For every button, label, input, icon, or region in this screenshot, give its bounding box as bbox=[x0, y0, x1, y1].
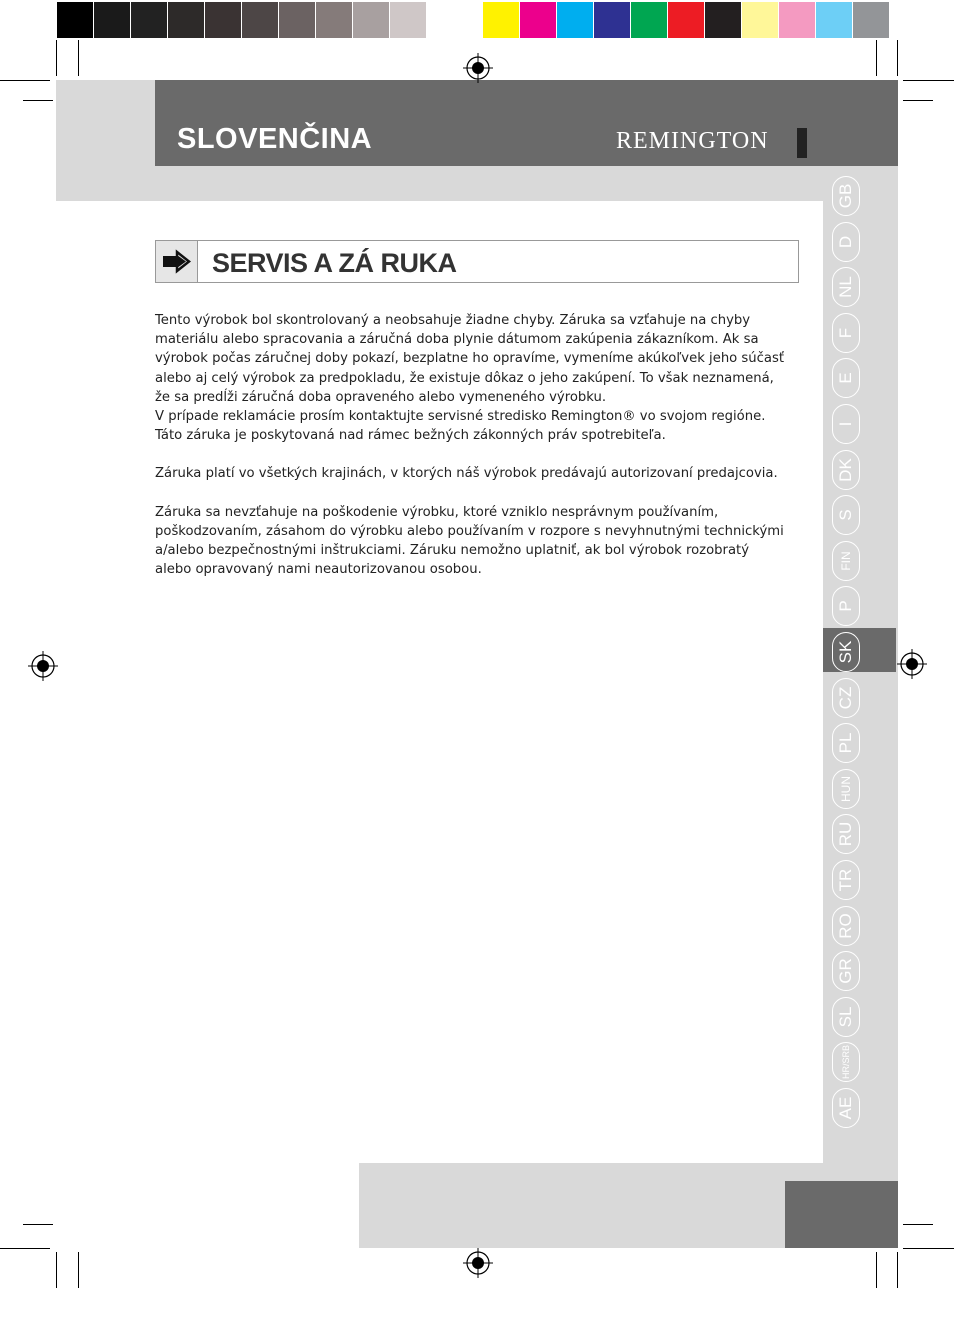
language-tab-ae[interactable] bbox=[832, 1088, 860, 1128]
language-tab-nl[interactable] bbox=[832, 267, 860, 307]
gray-swatch bbox=[316, 2, 353, 38]
crop-mark bbox=[0, 80, 50, 81]
language-tab-gr[interactable] bbox=[832, 951, 860, 991]
color-swatch bbox=[483, 2, 520, 38]
crop-mark bbox=[903, 100, 933, 101]
gray-swatch bbox=[94, 2, 131, 38]
language-tab-sk[interactable] bbox=[832, 632, 860, 672]
language-tab-label: D bbox=[836, 235, 855, 248]
language-tab-label: P bbox=[836, 600, 855, 613]
crop-mark bbox=[897, 40, 898, 76]
language-tab-hr-srb[interactable] bbox=[832, 1042, 860, 1082]
gray-swatch bbox=[57, 2, 94, 38]
language-tab-e[interactable] bbox=[832, 358, 860, 398]
registration-mark-icon bbox=[463, 53, 493, 83]
color-swatch bbox=[816, 2, 853, 38]
crop-mark bbox=[876, 40, 877, 76]
registration-mark-icon bbox=[463, 1248, 493, 1278]
crop-mark bbox=[903, 80, 954, 81]
gray-swatch bbox=[427, 2, 464, 38]
language-tab-label: RU bbox=[836, 822, 855, 847]
gray-swatch bbox=[131, 2, 168, 38]
language-tab-cz[interactable] bbox=[832, 678, 860, 718]
gray-swatch bbox=[279, 2, 316, 38]
page-number-block bbox=[785, 1181, 898, 1248]
language-tab-dk[interactable] bbox=[832, 450, 860, 490]
language-tab-label: NL bbox=[836, 276, 855, 299]
crop-mark bbox=[0, 1248, 50, 1249]
language-tab-label: CZ bbox=[836, 686, 855, 709]
crop-mark bbox=[23, 100, 53, 101]
language-tab-label: HR/SRB bbox=[841, 1045, 851, 1080]
crop-mark bbox=[23, 1224, 53, 1225]
language-tab-gb[interactable] bbox=[832, 176, 860, 216]
body-text bbox=[155, 311, 815, 598]
grayscale-calibration-bar bbox=[57, 2, 464, 38]
arrow-icon-cell bbox=[156, 241, 198, 282]
gray-swatch bbox=[390, 2, 427, 38]
language-tab-fin[interactable] bbox=[832, 541, 860, 581]
language-tab-label: AE bbox=[836, 1096, 855, 1120]
page-title: SLOVENČINA bbox=[177, 123, 373, 155]
language-tab-f[interactable] bbox=[832, 313, 860, 353]
crop-mark bbox=[78, 1252, 79, 1288]
language-tab-label: FIN bbox=[839, 551, 853, 571]
color-swatch bbox=[557, 2, 594, 38]
language-tab-label: SK bbox=[836, 640, 855, 664]
color-swatch bbox=[705, 2, 742, 38]
crop-mark bbox=[56, 1252, 57, 1288]
language-tab-label: F bbox=[836, 327, 855, 338]
color-swatch bbox=[520, 2, 557, 38]
language-tab-label: RO bbox=[836, 912, 855, 939]
brand-logo-bar bbox=[797, 128, 807, 158]
crop-mark bbox=[876, 1252, 877, 1288]
gray-swatch bbox=[353, 2, 390, 38]
color-calibration-bar bbox=[483, 2, 890, 38]
language-tab-label: DK bbox=[836, 457, 855, 482]
gray-swatch bbox=[168, 2, 205, 38]
color-swatch bbox=[779, 2, 816, 38]
arrow-right-icon bbox=[156, 241, 197, 282]
color-swatch bbox=[594, 2, 631, 38]
language-tab-ru[interactable] bbox=[832, 814, 860, 854]
language-tab-label: GB bbox=[836, 183, 855, 209]
language-tab-label: TR bbox=[836, 868, 855, 892]
paragraph: Záruka platí vo všetkých krajinách, v ktorých náš výrobok predávajú autorizovaní predajcovia. bbox=[155, 466, 778, 482]
crop-mark bbox=[903, 1224, 933, 1225]
paragraph: Záruka sa nevzťahuje na poškodenie výrobku, ktoré vzniklo nesprávnym používaním, poškodzovaním, zásahom do výrobku alebo používaním v rozpore s nevyhnutnými technickými a/alebo bezpečnostnými inštrukciami. Záruku nemožno uplatniť, ak bol výrobok rozobratý alebo opravovaný nami neautorizovanou osobou. bbox=[155, 504, 784, 578]
language-tab-p[interactable] bbox=[832, 586, 860, 626]
language-tab-i[interactable] bbox=[832, 404, 860, 444]
language-tab-d[interactable] bbox=[832, 222, 860, 262]
language-tab-label: E bbox=[836, 372, 855, 385]
language-tab-s[interactable] bbox=[832, 495, 860, 535]
language-tab-label: I bbox=[836, 421, 855, 427]
color-swatch bbox=[853, 2, 890, 38]
language-tab-ro[interactable] bbox=[832, 906, 860, 946]
gray-swatch bbox=[205, 2, 242, 38]
language-tab-pl[interactable] bbox=[832, 723, 860, 763]
brand-logo: REMINGTON bbox=[616, 128, 769, 154]
crop-mark bbox=[56, 40, 57, 76]
paragraph: Tento výrobok bol skontrolovaný a neobsahuje žiadne chyby. Záruka sa vzťahuje na chyby materiálu alebo spracovania a záručná doba plynie dátumom zakúpenia zákazníkom. Ak sa výrobok počas záručnej doby pokazí, bezplatne ho opravíme, vymeníme akúkoľvek jeho súčasť alebo aj celý výrobok za predpokladu, že existuje dôkaz o jeho zakúpení. To však neznamená, že sa predĺži záručná doba opraveného alebo vymeneného výrobku. V prípade reklamácie prosím kontaktujte servisné stredisko Remington® vo svojom regióne. Táto záruka je poskytovaná nad rámec bežných zákonných práv spotrebiteľa. bbox=[155, 313, 785, 444]
crop-mark bbox=[897, 1252, 898, 1288]
color-swatch bbox=[631, 2, 668, 38]
language-tab-tr[interactable] bbox=[832, 860, 860, 900]
language-tab-sl[interactable] bbox=[832, 997, 860, 1037]
language-tab-label: HUN bbox=[839, 775, 853, 802]
language-tab-label: S bbox=[836, 509, 855, 521]
registration-mark-icon bbox=[28, 651, 58, 681]
registration-mark-icon bbox=[897, 649, 927, 679]
section-title: SERVIS A ZÁ RUKA bbox=[212, 248, 457, 278]
language-tab-label: SL bbox=[836, 1006, 855, 1028]
color-swatch bbox=[668, 2, 705, 38]
color-swatch bbox=[742, 2, 779, 38]
language-tab-label: PL bbox=[836, 732, 855, 754]
language-tab-hun[interactable] bbox=[832, 769, 860, 809]
language-tab-label: GR bbox=[836, 958, 855, 984]
gray-swatch bbox=[242, 2, 279, 38]
crop-mark bbox=[903, 1248, 954, 1249]
crop-mark bbox=[78, 40, 79, 76]
